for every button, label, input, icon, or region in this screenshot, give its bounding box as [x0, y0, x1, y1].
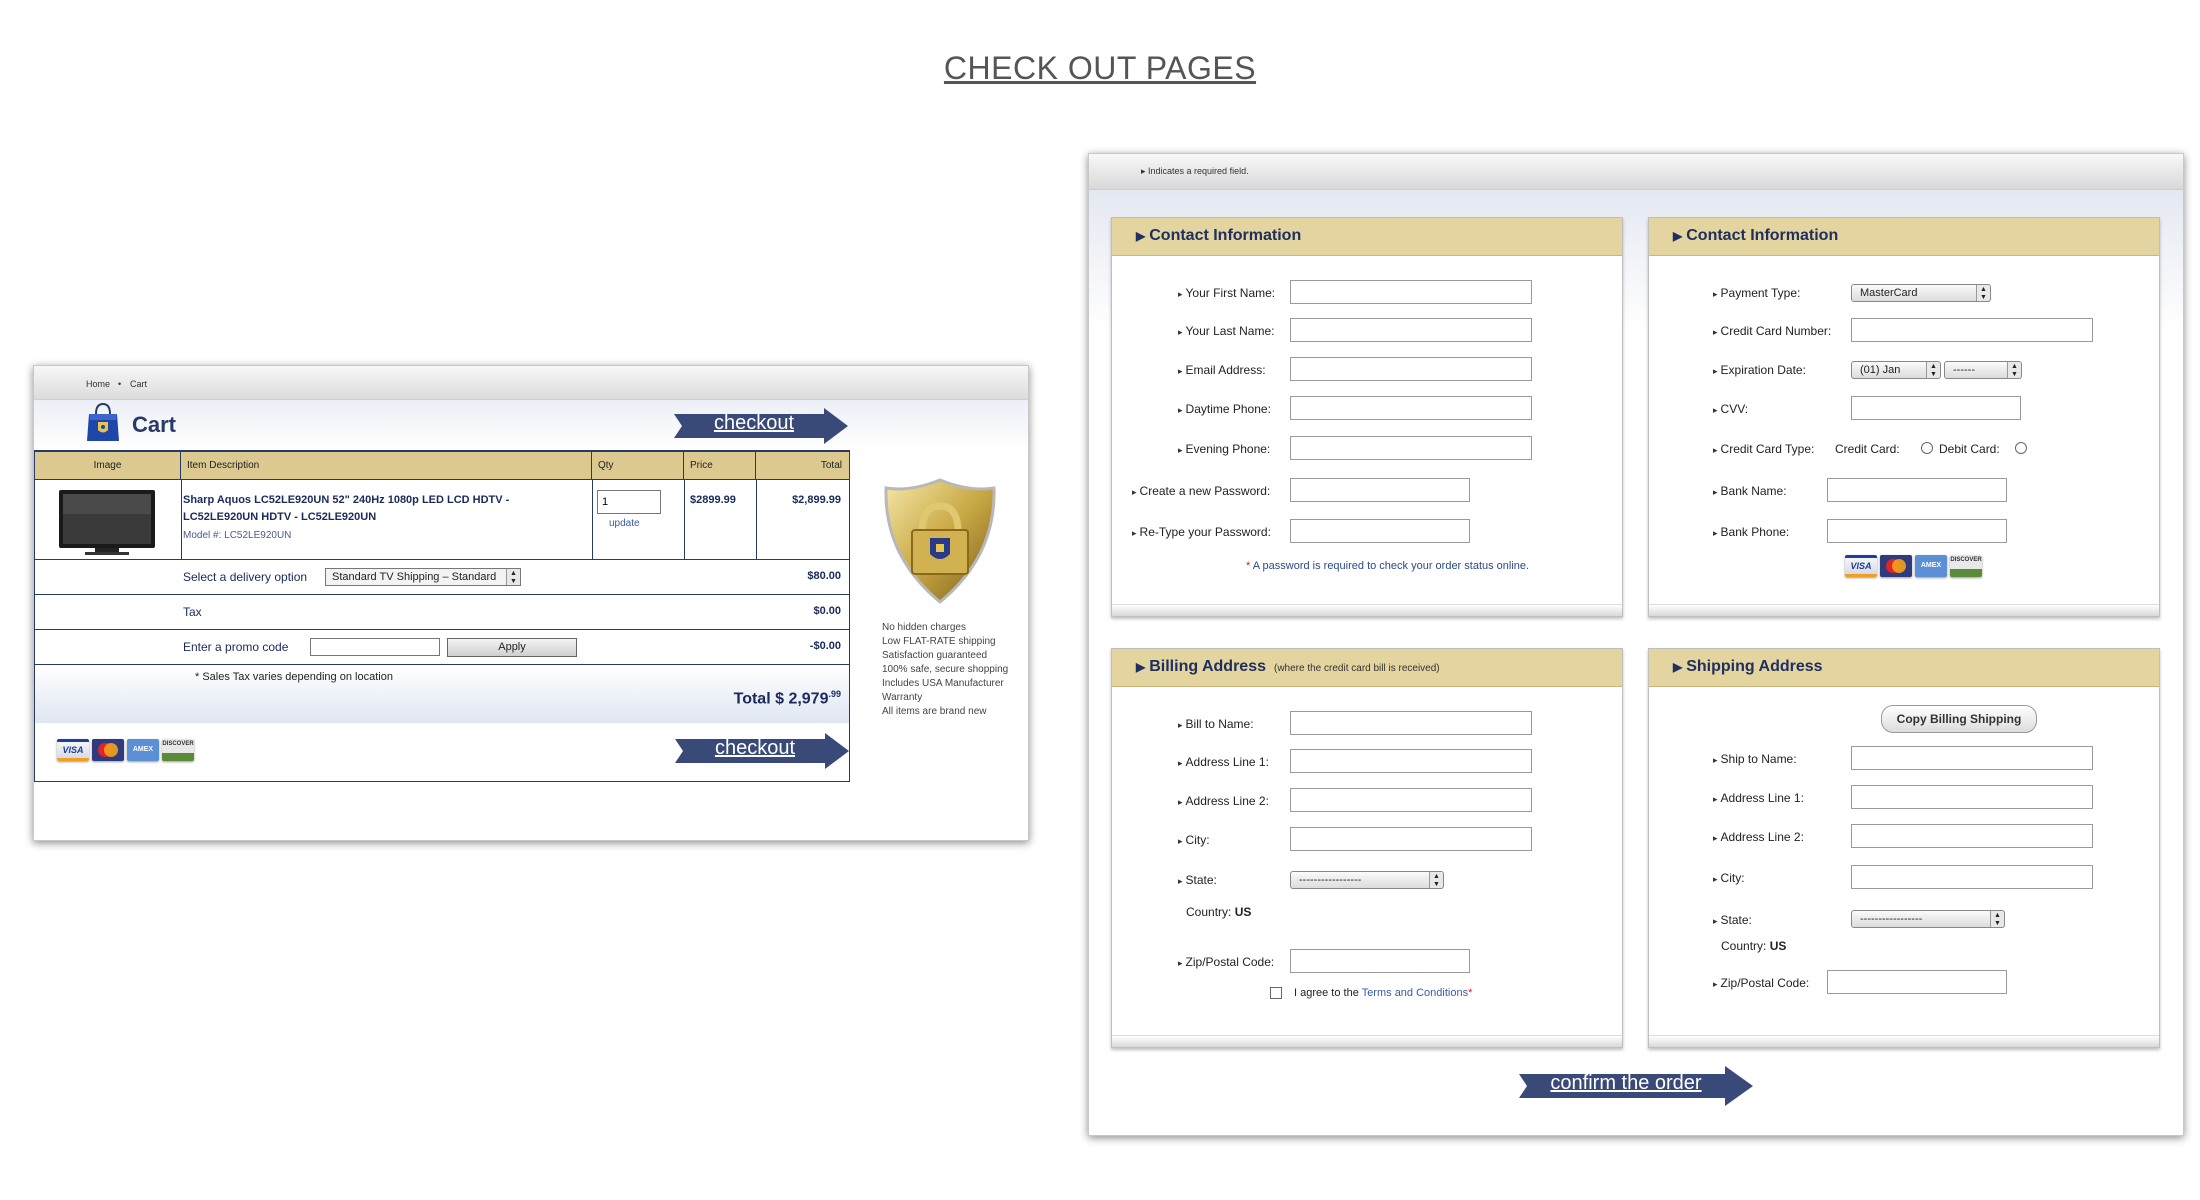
- checkout-button-top[interactable]: [674, 408, 850, 444]
- tax-row: [35, 595, 849, 630]
- terms-checkbox[interactable]: [1270, 987, 1282, 999]
- benefits-list: [882, 621, 1008, 719]
- first-name-label: ▸ Your First Name:: [1178, 286, 1275, 300]
- terms-link[interactable]: Terms and Conditions: [1361, 987, 1469, 999]
- column-total: Total: [820, 460, 842, 471]
- cart-panel: [33, 365, 1029, 841]
- password-note: [1246, 560, 1529, 572]
- exp-month-value: (01) Jan: [1860, 364, 1901, 376]
- daytime-phone-input[interactable]: [1290, 396, 1532, 420]
- delivery-label: Select a delivery option: [183, 570, 308, 584]
- item-model: Model #: LC52LE920UN: [183, 530, 292, 541]
- cart-footer: [35, 723, 849, 781]
- shipping-country-label: Country:: [1721, 939, 1767, 953]
- select-arrows-icon: ▲ ▼: [2007, 362, 2021, 378]
- bill-to-name-label: ▸ Bill to Name:: [1178, 717, 1254, 731]
- ship-to-name-input[interactable]: [1851, 746, 2093, 770]
- required-star: *: [1246, 560, 1251, 572]
- item-price: $2899.99: [690, 494, 736, 506]
- last-name-input[interactable]: [1290, 318, 1532, 342]
- shipping-country-value: US: [1769, 939, 1787, 953]
- tax-label: Tax: [183, 605, 202, 619]
- benefit-item: Low FLAT-RATE shipping: [882, 636, 996, 647]
- billing-state-label: ▸ State:: [1178, 873, 1217, 887]
- checkout-button-bottom[interactable]: [675, 733, 851, 769]
- cart-heading: Cart: [132, 412, 177, 437]
- item-description[interactable]: Sharp Aquos LC52LE920UN 52" 240Hz 1080p LED LCD HDTV - LC52LE920UN HDTV - LC52LE920UN: [183, 494, 510, 523]
- triangle-right-icon: ▶: [1673, 660, 1683, 674]
- mastercard-icon: [92, 739, 124, 761]
- total-cents: .99: [828, 689, 841, 699]
- first-name-input[interactable]: [1290, 280, 1532, 304]
- retype-password-label: ▸ Re-Type your Password:: [1132, 525, 1271, 539]
- amex-card-icon: AMEX: [127, 739, 159, 761]
- breadcrumb-home[interactable]: Home: [86, 379, 111, 389]
- required-star: *: [1468, 987, 1473, 999]
- benefit-item: Warranty: [882, 692, 923, 703]
- grand-total: [734, 689, 841, 708]
- select-arrows-icon: ▲ ▼: [1990, 911, 2004, 927]
- delivery-value: $80.00: [807, 570, 841, 582]
- contact-info-box: [1111, 217, 1623, 617]
- retype-password-input[interactable]: [1290, 519, 1470, 543]
- column-price: Price: [684, 452, 756, 480]
- shipping-address-box: [1648, 648, 2160, 1048]
- shipping-state-select[interactable]: [1851, 910, 2005, 928]
- benefit-item: No hidden charges: [882, 622, 966, 633]
- billing-address1-input[interactable]: [1290, 749, 1532, 773]
- billing-address-header: [1112, 649, 1622, 687]
- credit-card-label: Credit Card:: [1835, 442, 1900, 456]
- required-field-note: ▸ Indicates a required field.: [1141, 166, 1249, 176]
- payment-type-value: MasterCard: [1860, 287, 1918, 299]
- apply-button[interactable]: Apply: [447, 638, 577, 657]
- shipping-address1-input[interactable]: [1851, 785, 2093, 809]
- delivery-selected: Standard TV Shipping – Standard: [332, 571, 497, 583]
- breadcrumb-cart[interactable]: Cart: [130, 379, 148, 389]
- delivery-select[interactable]: [325, 568, 521, 586]
- item-total: $2,899.99: [792, 494, 841, 506]
- billing-address-subtitle: (where the credit card bill is received): [1274, 663, 1440, 674]
- exp-month-select[interactable]: [1851, 361, 1941, 379]
- mastercard-icon: [1880, 555, 1912, 577]
- promo-label: Enter a promo code: [183, 640, 289, 654]
- payment-type-select[interactable]: [1851, 284, 1991, 302]
- shipping-address-header: [1649, 649, 2159, 687]
- payment-type-label: ▸ Payment Type:: [1713, 286, 1800, 300]
- benefit-item: Includes USA Manufacturer: [882, 678, 1004, 689]
- discover-card-icon: DISCOVER: [162, 739, 194, 761]
- cvv-input[interactable]: [1851, 396, 2021, 420]
- breadcrumb: [34, 366, 1028, 400]
- billing-zip-label: ▸ Zip/Postal Code:: [1178, 955, 1274, 969]
- cart-item-row: [35, 480, 849, 560]
- evening-phone-label: ▸ Evening Phone:: [1178, 442, 1270, 456]
- billing-address2-label: ▸ Address Line 2:: [1178, 794, 1269, 808]
- create-password-label: ▸ Create a new Password:: [1132, 484, 1270, 498]
- billing-country-label: Country:: [1186, 905, 1232, 919]
- shipping-state-label: ▸ State:: [1713, 913, 1752, 927]
- billing-country-value: US: [1234, 905, 1252, 919]
- contact-info-header: [1112, 218, 1622, 256]
- select-arrows-icon: ▲ ▼: [1926, 362, 1940, 378]
- billing-address1-label: ▸ Address Line 1:: [1178, 755, 1269, 769]
- column-qty: Qty: [592, 452, 684, 480]
- billing-state-select[interactable]: [1290, 871, 1444, 889]
- password-note-text: A password is required to check your order status online.: [1250, 560, 1530, 572]
- bank-phone-label: ▸ Bank Phone:: [1713, 525, 1789, 539]
- expiration-label: ▸ Expiration Date:: [1713, 363, 1806, 377]
- card-number-input[interactable]: [1851, 318, 2093, 342]
- select-arrows-icon: ▲ ▼: [1429, 872, 1443, 888]
- accepted-cards: [57, 739, 194, 761]
- billing-address-box: [1111, 648, 1623, 1048]
- contact-info-title: Contact Information: [1149, 227, 1302, 244]
- delivery-row: [35, 560, 849, 595]
- cart-table: [34, 450, 850, 782]
- total-label: Total: [733, 690, 771, 708]
- confirm-order-label: confirm the order: [1550, 1072, 1702, 1094]
- select-arrows-icon: ▲ ▼: [506, 569, 520, 585]
- accepted-cards: [1845, 555, 1982, 577]
- amex-card-icon: AMEX: [1915, 555, 1947, 577]
- payment-info-header: [1649, 218, 2159, 256]
- shipping-address-title: Shipping Address: [1686, 658, 1823, 675]
- tv-icon: [57, 488, 157, 556]
- bank-name-input[interactable]: [1827, 478, 2007, 502]
- tax-value: $0.00: [813, 605, 841, 617]
- total-amount: $ 2,979: [775, 690, 829, 708]
- triangle-right-icon: ▶: [1136, 229, 1146, 243]
- billing-address2-input[interactable]: [1290, 788, 1532, 812]
- promo-value: -$0.00: [809, 640, 841, 652]
- billing-state-value: -----------------: [1299, 874, 1362, 886]
- page-title: CHECK OUT PAGES: [943, 50, 1257, 86]
- shipping-address2-label: ▸ Address Line 2:: [1713, 830, 1804, 844]
- triangle-right-icon: ▶: [1673, 229, 1683, 243]
- daytime-phone-label: ▸ Daytime Phone:: [1178, 402, 1271, 416]
- shipping-state-value: -----------------: [1860, 913, 1923, 925]
- email-input[interactable]: [1290, 357, 1532, 381]
- shipping-zip-input[interactable]: [1827, 970, 2007, 994]
- email-label: ▸ Email Address:: [1178, 363, 1266, 377]
- shipping-city-input[interactable]: [1851, 865, 2093, 889]
- debit-card-radio[interactable]: [2015, 442, 2027, 454]
- column-description: Item Description: [181, 452, 592, 480]
- last-name-label: ▸ Your Last Name:: [1178, 324, 1274, 338]
- payment-info-title: Contact Information: [1686, 227, 1839, 244]
- bank-phone-input[interactable]: [1827, 519, 2007, 543]
- payment-info-box: [1648, 217, 2160, 617]
- checkout-label: checkout: [714, 737, 796, 759]
- shipping-address1-label: ▸ Address Line 1:: [1713, 791, 1804, 805]
- cvv-label: ▸ CVV:: [1713, 402, 1748, 416]
- shipping-country: [1721, 939, 1786, 953]
- shopping-bag-icon: [86, 402, 120, 442]
- discover-card-icon: DISCOVER: [1950, 555, 1982, 577]
- security-shield-icon: [880, 476, 1000, 606]
- promo-row: [35, 630, 849, 665]
- breadcrumb-separator: •: [118, 379, 122, 389]
- shipping-city-label: ▸ City:: [1713, 871, 1745, 885]
- visa-card-icon: VISA: [1845, 555, 1877, 577]
- card-number-label: ▸ Credit Card Number:: [1713, 324, 1831, 338]
- benefit-item: All items are brand new: [882, 706, 987, 717]
- update-link[interactable]: update: [609, 518, 640, 529]
- promo-code-input[interactable]: [310, 638, 440, 656]
- confirm-order-button[interactable]: [1519, 1066, 1755, 1106]
- terms-line: [1294, 987, 1472, 999]
- benefit-item: 100% safe, secure shopping: [882, 664, 1009, 675]
- billing-city-label: ▸ City:: [1178, 833, 1210, 847]
- visa-card-icon: VISA: [57, 739, 89, 761]
- ship-to-name-label: ▸ Ship to Name:: [1713, 752, 1797, 766]
- create-password-input[interactable]: [1290, 478, 1470, 502]
- shipping-zip-label: ▸ Zip/Postal Code:: [1713, 976, 1809, 990]
- billing-address-title: Billing Address: [1149, 658, 1266, 675]
- copy-billing-button[interactable]: Copy Billing Shipping: [1881, 705, 2037, 733]
- cart-table-header: [35, 450, 849, 480]
- form-topbar: [1089, 154, 2183, 190]
- tax-note: * Sales Tax varies depending on location: [195, 671, 393, 683]
- debit-card-label: Debit Card:: [1939, 442, 2000, 456]
- checkout-label: checkout: [713, 412, 795, 434]
- credit-card-radio[interactable]: [1921, 442, 1933, 454]
- billing-city-input[interactable]: [1290, 827, 1532, 851]
- bank-name-label: ▸ Bank Name:: [1713, 484, 1787, 498]
- quantity-input[interactable]: [597, 490, 661, 514]
- evening-phone-input[interactable]: [1290, 436, 1532, 460]
- select-arrows-icon: ▲ ▼: [1976, 285, 1990, 301]
- exp-year-select[interactable]: [1944, 361, 2022, 379]
- terms-prefix: I agree to the: [1294, 987, 1362, 999]
- checkout-form-panel: [1088, 153, 2184, 1136]
- billing-zip-input[interactable]: [1290, 949, 1470, 973]
- triangle-right-icon: ▶: [1136, 660, 1146, 674]
- card-type-label: ▸ Credit Card Type:: [1713, 442, 1814, 456]
- billing-country: [1186, 905, 1251, 919]
- cart-header: [34, 400, 1028, 450]
- column-image: Image: [35, 452, 181, 480]
- total-area: [35, 665, 849, 723]
- benefit-item: Satisfaction guaranteed: [882, 650, 988, 661]
- shipping-address2-input[interactable]: [1851, 824, 2093, 848]
- bill-to-name-input[interactable]: [1290, 711, 1532, 735]
- exp-year-value: ------: [1953, 364, 1975, 376]
